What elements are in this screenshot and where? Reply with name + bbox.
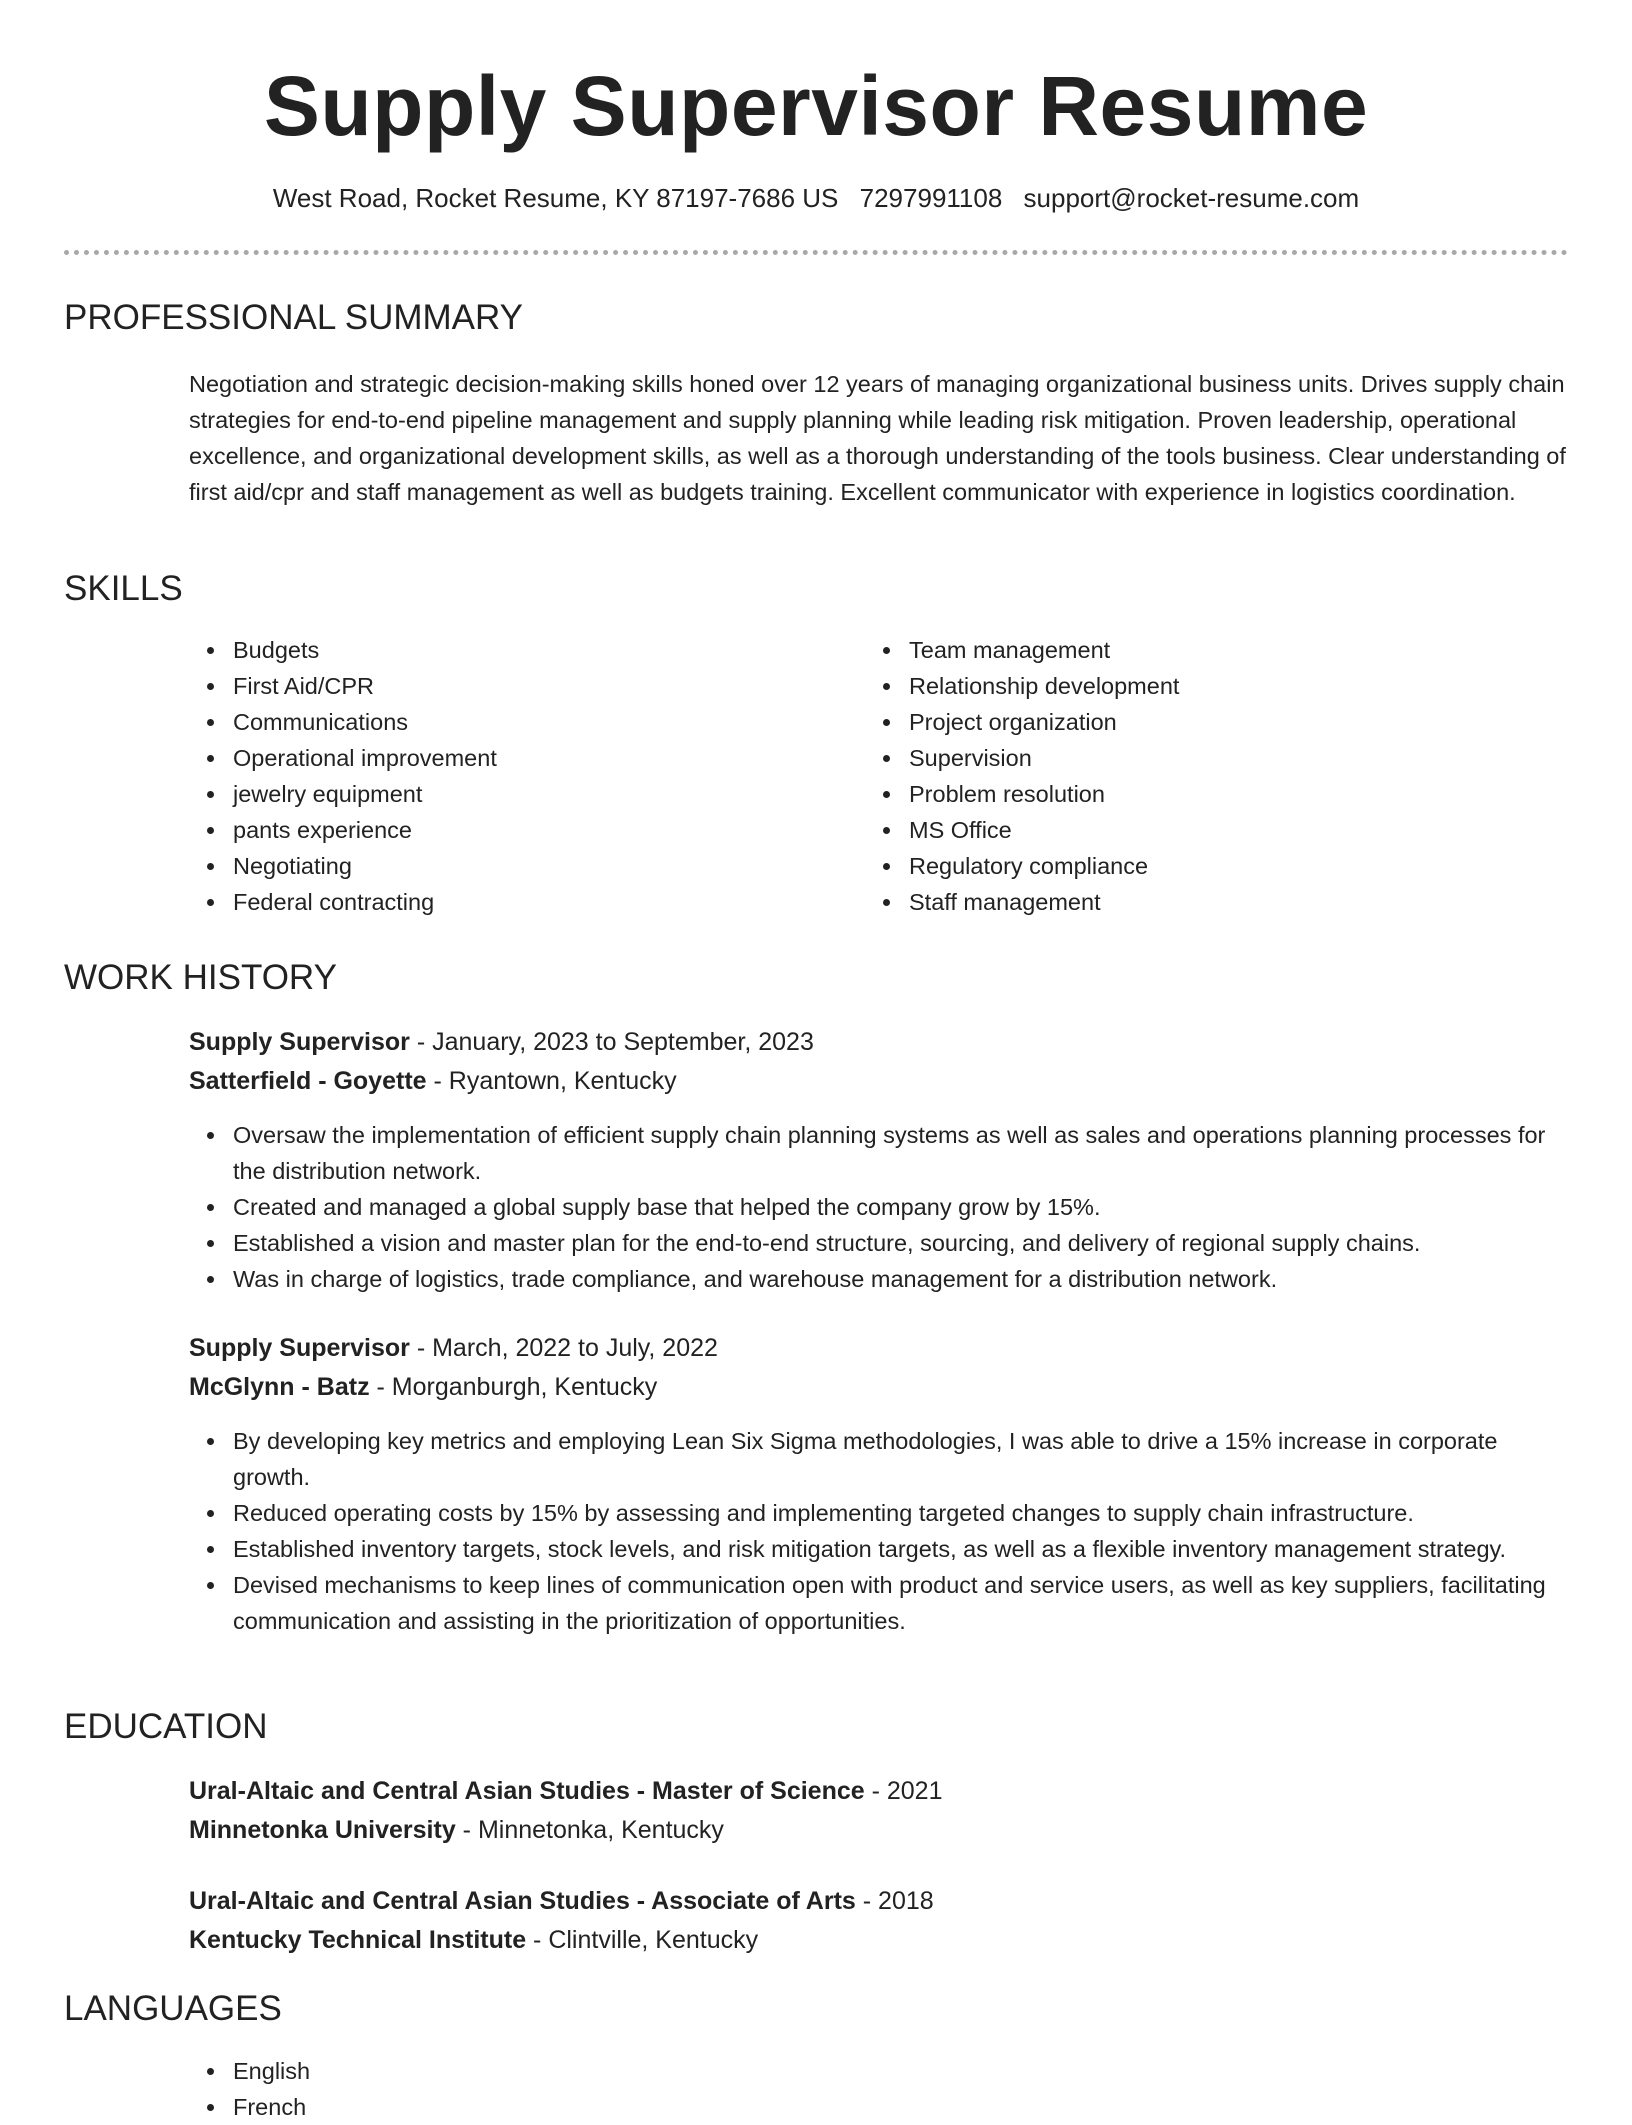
skill-item: Negotiating <box>189 848 829 884</box>
job-duty: Reduced operating costs by 15% by assessing and implementing targeted changes to supply chain infrastructure. <box>189 1495 1569 1531</box>
education-school: Kentucky Technical Institute <box>189 1926 527 1954</box>
job-duty: Established inventory targets, stock levels, and risk mitigation targets, as well as a flexible inventory management strategy. <box>189 1531 1569 1567</box>
education-school-line <box>189 1922 758 1958</box>
job-company: Satterfield - Goyette <box>189 1067 427 1095</box>
education-location: - Minnetonka, Kentucky <box>455 1816 724 1844</box>
skills-list-right <box>865 632 1505 920</box>
skills-list-left <box>189 632 829 920</box>
skill-item: Project organization <box>865 704 1505 740</box>
contact-phone: 7297991108 <box>859 183 1003 213</box>
education-heading: EDUCATION <box>64 1707 268 1746</box>
skill-item: jewelry equipment <box>189 776 829 812</box>
job-location: - Ryantown, Kentucky <box>426 1067 677 1095</box>
language-item: English <box>189 2053 789 2089</box>
languages-list <box>189 2053 789 2125</box>
job-title-line <box>189 1024 814 1060</box>
education-school-line <box>189 1812 724 1848</box>
education-year: - 2018 <box>855 1887 934 1915</box>
contact-address: West Road, Rocket Resume, KY 87197-7686 US <box>272 183 839 213</box>
job-duties-list <box>189 1117 1569 1297</box>
education-location: - Clintville, Kentucky <box>526 1926 759 1954</box>
skill-item: Staff management <box>865 884 1505 920</box>
skill-item: pants experience <box>189 812 829 848</box>
job-location: - Morganburgh, Kentucky <box>369 1373 658 1401</box>
job-duty: Created and managed a global supply base that helped the company grow by 15%. <box>189 1189 1569 1225</box>
skills-heading: SKILLS <box>64 569 183 608</box>
languages-heading: LANGUAGES <box>64 1989 282 2028</box>
skill-item: Federal contracting <box>189 884 829 920</box>
job-duty: By developing key metrics and employing Lean Six Sigma methodologies, I was able to drive a 15% increase in corporate growth. <box>189 1423 1569 1495</box>
language-item: French <box>189 2089 789 2125</box>
summary-text: Negotiation and strategic decision-making skills honed over 12 years of managing organizational business units. Drives supply chain strategies for end-to-end pipeline management and supply planning while leading risk mitigation. Proven leadership, operational excellence, and organizational development skills, as well as a thorough understanding of the tools business. Clear understanding of first aid/cpr and staff management as well as budgets training. Excellent communicator with experience in logistics coordination. <box>189 371 1566 505</box>
education-degree: Ural-Altaic and Central Asian Studies - Master of Science <box>189 1777 865 1805</box>
job-company-line <box>189 1063 677 1099</box>
education-degree-line <box>189 1883 934 1919</box>
skill-item: Regulatory compliance <box>865 848 1505 884</box>
skill-item: Team management <box>865 632 1505 668</box>
skill-item: Operational improvement <box>189 740 829 776</box>
summary-heading: PROFESSIONAL SUMMARY <box>64 298 523 337</box>
job-duty: Was in charge of logistics, trade compliance, and warehouse management for a distribution network. <box>189 1261 1569 1297</box>
job-title: Supply Supervisor <box>189 1334 410 1362</box>
work-history-heading: WORK HISTORY <box>64 958 337 997</box>
skill-item: Communications <box>189 704 829 740</box>
job-title: Supply Supervisor <box>189 1028 410 1056</box>
skill-item: Relationship development <box>865 668 1505 704</box>
job-duty: Devised mechanisms to keep lines of communication open with product and service users, as well as key suppliers, facilitating communication and assisting in the prioritization of opportunities. <box>189 1567 1569 1639</box>
skill-item: MS Office <box>865 812 1505 848</box>
contact-email[interactable]: support@rocket-resume.com <box>1023 183 1360 213</box>
resume-title: Supply Supervisor Resume <box>263 59 1369 153</box>
job-dates: - January, 2023 to September, 2023 <box>409 1028 814 1056</box>
skill-item: Problem resolution <box>865 776 1505 812</box>
contact-line <box>0 180 1632 216</box>
job-duties-list <box>189 1423 1569 1639</box>
education-year: - 2021 <box>864 1777 943 1805</box>
education-degree: Ural-Altaic and Central Asian Studies - Associate of Arts <box>189 1887 856 1915</box>
job-title-line <box>189 1330 718 1366</box>
skill-item: Budgets <box>189 632 829 668</box>
job-company: McGlynn - Batz <box>189 1373 370 1401</box>
skill-item: Supervision <box>865 740 1505 776</box>
job-company-line <box>189 1369 657 1405</box>
education-school: Minnetonka University <box>189 1816 456 1844</box>
header-divider <box>64 250 1568 255</box>
job-duty: Oversaw the implementation of efficient supply chain planning systems as well as sales and operations planning processes for the distribution network. <box>189 1117 1569 1189</box>
education-degree-line <box>189 1773 943 1809</box>
job-dates: - March, 2022 to July, 2022 <box>409 1334 718 1362</box>
job-duty: Established a vision and master plan for the end-to-end structure, sourcing, and delivery of regional supply chains. <box>189 1225 1569 1261</box>
skill-item: First Aid/CPR <box>189 668 829 704</box>
